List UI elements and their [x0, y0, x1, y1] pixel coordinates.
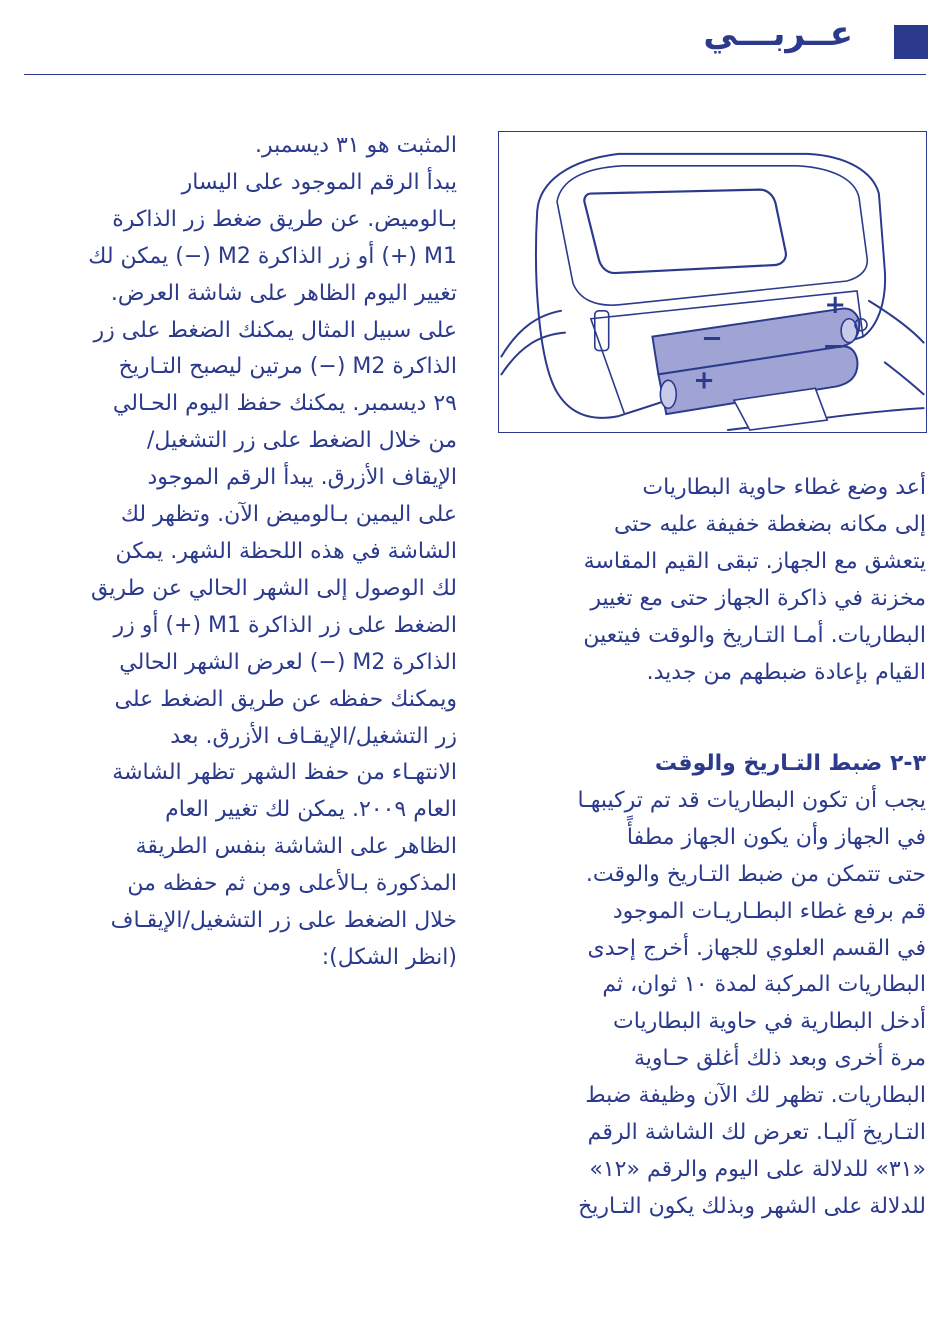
- cuff-band-left: [501, 311, 561, 357]
- text-line: حتى تتمكن من ضبط التـاريخ والوقت.: [585, 861, 926, 887]
- text-line: في القسم العلوي للجهاز. أخرج إحدى: [587, 935, 926, 961]
- device-battery-drawing: [499, 132, 926, 432]
- battery-minus-right: −: [822, 331, 845, 362]
- cuff-band-left-inner: [501, 333, 565, 375]
- text-line: للدلالة على الشهر وبذلك يكون التـاريخ: [578, 1193, 926, 1219]
- text-line: أعد وضع غطاء حاوية البطاريات: [642, 475, 926, 500]
- text-line: المثبت هو ٣١ ديسمبر.: [254, 133, 457, 158]
- cuff-band-right: [869, 301, 924, 343]
- display-window: [584, 190, 786, 273]
- text-line: من خلال الضغط على زر التشغيل/: [147, 428, 457, 454]
- text-line: الظاهر على الشاشة بنفس الطريقة: [135, 834, 457, 860]
- section-heading-date-time: ٣-٢ ضبط التـاريخ والوقت: [654, 751, 926, 776]
- section-marker-square: [894, 25, 928, 59]
- text-line: في الجهاز وأن يكون الجهاز مطفأً: [626, 824, 926, 850]
- text-line: (انظر الشكل):: [321, 944, 457, 970]
- battery-end-left: [660, 380, 676, 408]
- device-top-face: [557, 166, 867, 305]
- right-text-top: [498, 470, 926, 691]
- text-line: ويمكنك حفظه عن طريق الضغط على: [114, 686, 457, 712]
- battery-compartment-illustration: [498, 131, 927, 433]
- text-line: البطاريات. أمـا التـاريخ والوقت فيتعين: [583, 622, 926, 648]
- text-line: البطاريات المركبة لمدة ١٠ ثوان، ثم: [602, 972, 926, 998]
- text-line: الانتهـاء من حفظ الشهر تظهر الشاشة: [112, 760, 457, 786]
- text-line: بـالوميض. عن طريق ضغط زر الذاكرة: [112, 206, 457, 232]
- right-text-bottom: [498, 746, 926, 1226]
- text-line: الذاكرة M2 (−) لعرض الشهر الحالي: [119, 649, 457, 675]
- text-line: «٣١» للدلالة على اليوم والرقم «١٢»: [589, 1156, 926, 1182]
- right-text-bottom-body: [498, 783, 926, 1226]
- text-line: الضغط على زر الذاكرة M1 (+) أو زر: [113, 612, 457, 638]
- text-line: الذاكرة M2 (−) مرتين ليصبح التـاريخ: [118, 354, 457, 380]
- text-line: إلى مكانه بضغطة خفيفة عليه حتى: [613, 511, 926, 537]
- text-line: يجب أن تكون البطاريات قد تم تركيبهـا: [577, 787, 926, 813]
- text-line: أدخل البطارية في حاوية البطاريات: [613, 1009, 926, 1035]
- language-title: عــربـــي: [703, 14, 853, 54]
- cuff-band-right-2: [885, 362, 924, 394]
- text-line: يتعشق مع الجهاز. تبقى القيم المقاسة: [583, 548, 926, 574]
- battery-plus-bottom-left: +: [693, 365, 715, 396]
- text-line: الشاشة في هذه اللحظة الشهر. يمكن: [115, 538, 457, 564]
- battery-minus-top-left: −: [701, 323, 723, 354]
- text-line: مخزنة في ذاكرة الجهاز حتى مع تغيير: [590, 585, 926, 611]
- header-divider: [24, 74, 926, 75]
- text-line: على اليمين بـالوميض الآن. وتظهر لك: [120, 502, 457, 528]
- battery-plus-top: +: [824, 289, 847, 320]
- text-line: قم برفع غطاء البطـاريـات الموجود: [612, 898, 926, 924]
- text-line: العام ٢٠٠٩. يمكن لك تغيير العام: [165, 797, 457, 823]
- text-line: المذكورة بـالأعلى ومن ثم حفظه من: [127, 871, 457, 897]
- text-line: M1 (+) أو زر الذاكرة M2 (−) يمكن لك: [88, 243, 457, 269]
- text-line: ٢٩ ديسمبر. يمكنك حفظ اليوم الحـالي: [112, 391, 457, 417]
- text-line: يبدأ الرقم الموجود على اليسار: [181, 169, 457, 195]
- left-text-column: [25, 128, 457, 977]
- text-line: البطاريات. تظهر لك الآن وظيفة ضبط: [585, 1083, 926, 1109]
- text-line: مرة أخرى وبعد ذلك أغلق حـاوية: [634, 1046, 926, 1072]
- text-line: لك الوصول إلى الشهر الحالي عن طريق: [90, 575, 457, 601]
- text-line: زر التشغيل/الإيقـاف الأزرق. بعد: [170, 723, 457, 749]
- text-line: التـاريخ آليـا. تعرض لك الشاشة الرقم: [587, 1120, 926, 1146]
- text-line: على سبيل المثال يمكنك الضغط على زر: [93, 317, 457, 343]
- text-line: خلال الضغط على زر التشغيل/الإيقـاف: [110, 908, 457, 934]
- text-line: الإيقاف الأزرق. يبدأ الرقم الموجود: [147, 465, 457, 491]
- text-line: تغيير اليوم الظاهر على شاشة العرض.: [110, 280, 457, 306]
- text-line: القيام بإعادة ضبطهم من جديد.: [646, 659, 926, 685]
